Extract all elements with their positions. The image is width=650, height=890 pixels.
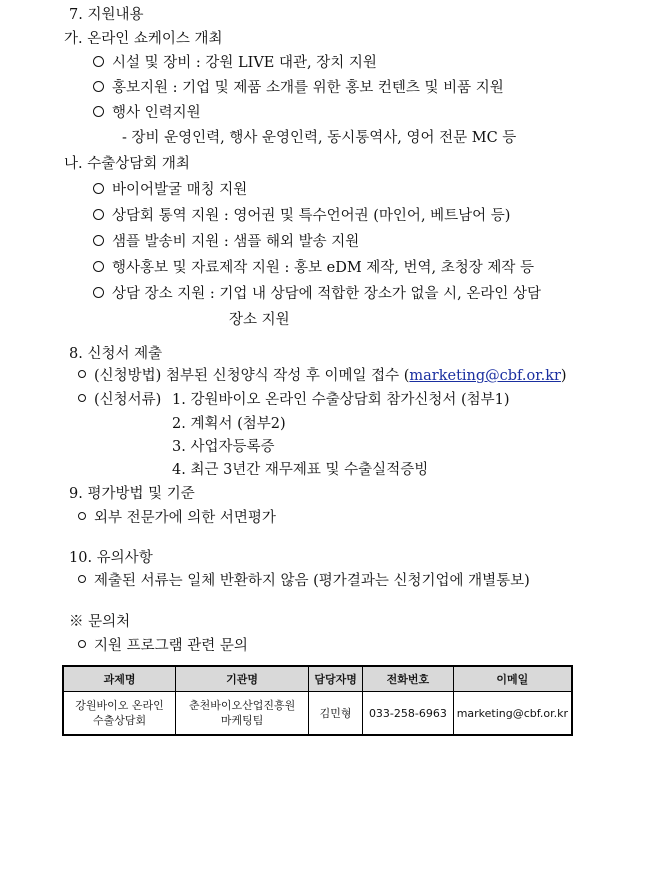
bullet-icon bbox=[78, 394, 86, 402]
list-item: 바이어발굴 매칭 지원 bbox=[93, 181, 247, 199]
list-item: 제출된 서류는 일체 반환하지 않음 (평가결과는 신청기업에 개별통보) bbox=[78, 572, 530, 590]
bullet-icon bbox=[93, 209, 104, 220]
bullet-icon bbox=[78, 370, 86, 378]
list-item: (신청방법) 첨부된 신청양식 작성 후 이메일 접수 (marketing@cbf.or.kr) bbox=[78, 367, 567, 385]
bullet-icon bbox=[93, 287, 104, 298]
cell-project: 강원바이오 온라인 수출상담회 bbox=[63, 692, 176, 736]
cell-email[interactable]: marketing@cbf.or.kr bbox=[453, 692, 572, 736]
section-9-title: 9. 평가방법 및 기준 bbox=[69, 486, 195, 502]
document-item: 4. 최근 3년간 재무제표 및 수출실적증빙 bbox=[172, 462, 429, 478]
list-item: 행사홍보 및 자료제작 지원 : 홍보 eDM 제작, 번역, 초청장 제작 등 bbox=[93, 259, 534, 277]
table-row bbox=[63, 692, 572, 736]
bullet-icon bbox=[93, 81, 104, 92]
list-item: 홍보지원 : 기업 및 제품 소개를 위한 홍보 컨텐츠 및 비품 지원 bbox=[93, 79, 504, 97]
contact-title: ※ 문의처 bbox=[69, 614, 131, 630]
document-item: 1. 강원바이오 온라인 수출상담회 참가신청서 (첨부1) bbox=[172, 392, 510, 408]
cell-manager: 김민형 bbox=[309, 692, 363, 736]
list-item: 행사 인력지원 bbox=[93, 104, 201, 122]
document-item: 2. 계획서 (첨부2) bbox=[172, 416, 286, 432]
bullet-icon bbox=[93, 235, 104, 246]
document-item: 3. 사업자등록증 bbox=[172, 439, 275, 455]
list-item: 샘플 발송비 지원 : 샘플 해외 발송 지원 bbox=[93, 233, 359, 251]
header-project: 과제명 bbox=[63, 666, 176, 692]
bullet-icon bbox=[93, 106, 104, 117]
bullet-icon bbox=[93, 183, 104, 194]
cell-organization: 춘천바이오산업진흥원 마케팅팀 bbox=[176, 692, 309, 736]
section-7b-title: 나. 수출상담회 개최 bbox=[64, 156, 190, 172]
list-item-continuation: 장소 지원 bbox=[229, 312, 290, 328]
bullet-icon bbox=[93, 56, 104, 67]
section-7a-title: 가. 온라인 쇼케이스 개최 bbox=[64, 31, 223, 47]
email-link[interactable]: marketing@cbf.or.kr bbox=[409, 368, 561, 384]
table-header-row bbox=[63, 666, 572, 692]
list-item: 시설 및 장비 : 강원 LIVE 대관, 장치 지원 bbox=[93, 54, 377, 72]
header-organization: 기관명 bbox=[176, 666, 309, 692]
cell-phone: 033-258-6963 bbox=[363, 692, 454, 736]
list-item: 상담 장소 지원 : 기업 내 상담에 적합한 장소가 없을 시, 온라인 상담 bbox=[93, 285, 541, 303]
bullet-icon bbox=[78, 512, 86, 520]
bullet-icon bbox=[93, 261, 104, 272]
list-item: 외부 전문가에 의한 서면평가 bbox=[78, 509, 276, 527]
header-email: 이메일 bbox=[453, 666, 572, 692]
section-7-title: 7. 지원내용 bbox=[69, 7, 144, 23]
section-10-title: 10. 유의사항 bbox=[69, 550, 153, 566]
bullet-icon bbox=[78, 640, 86, 648]
header-manager: 담당자명 bbox=[309, 666, 363, 692]
header-phone: 전화번호 bbox=[363, 666, 454, 692]
bullet-icon bbox=[78, 575, 86, 583]
list-item: 지원 프로그램 관련 문의 bbox=[78, 637, 248, 655]
list-item: 상담회 통역 지원 : 영어권 및 특수언어권 (마인어, 베트남어 등) bbox=[93, 207, 510, 225]
contact-table bbox=[62, 665, 573, 736]
section-8-title: 8. 신청서 제출 bbox=[69, 346, 163, 362]
sub-item: - 장비 운영인력, 행사 운영인력, 동시통역사, 영어 전문 MC 등 bbox=[122, 130, 517, 146]
list-item: (신청서류) bbox=[78, 391, 161, 409]
